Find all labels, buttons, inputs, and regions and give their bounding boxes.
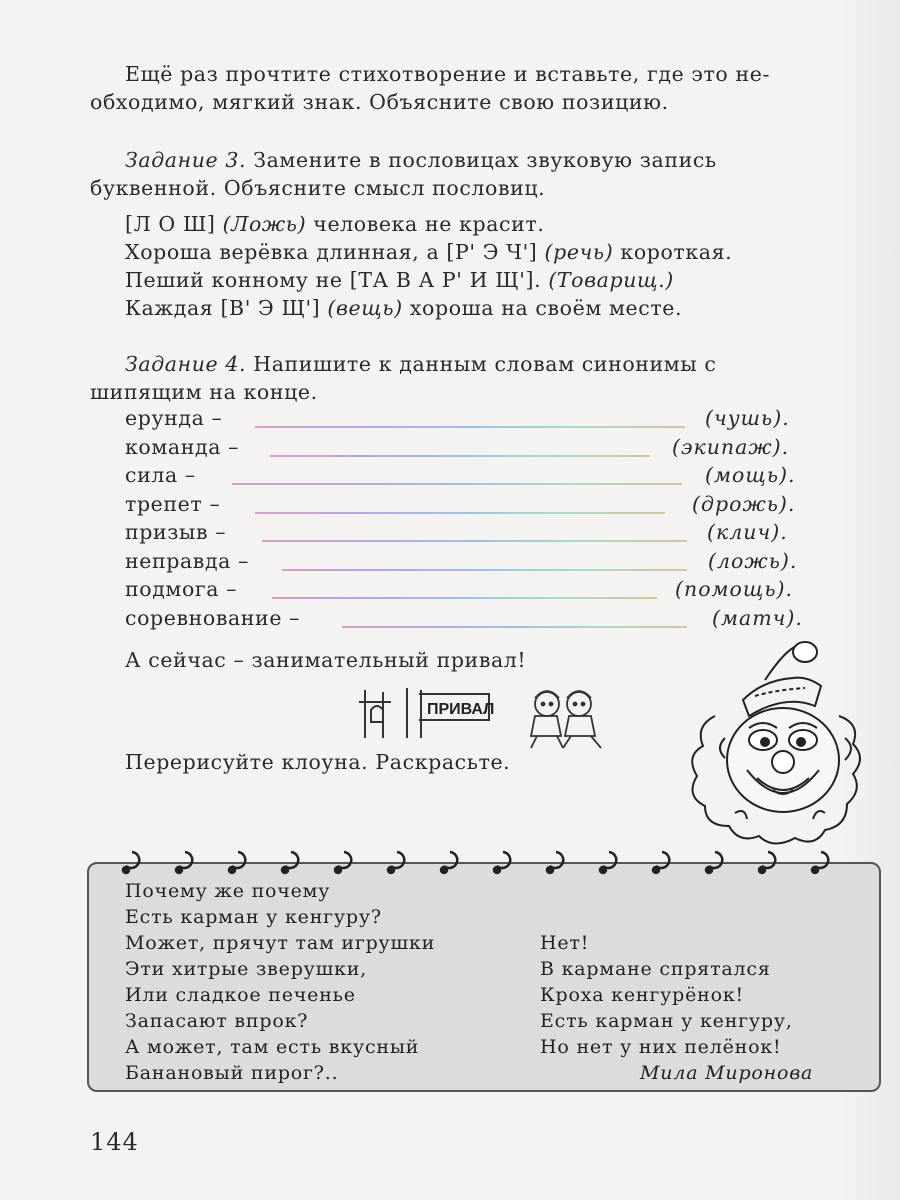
notebook-rings (100, 842, 860, 876)
poem-right-line-5: Но нет у них пелёнок! (540, 1036, 782, 1058)
task4-text-1: Напишите к данным словам синонимы с (246, 352, 717, 376)
task3-heading (125, 146, 717, 174)
poem-right-line-4: Есть карман у кенгуру, (540, 1010, 793, 1032)
synonym-answer-8: (матч). (712, 606, 803, 630)
intro-line-2: обходимо, мягкий знак. Объясните свою позицию. (90, 90, 669, 114)
poem-left-line-5: Или сладкое печенье (125, 984, 356, 1006)
answer-line-2[interactable] (270, 455, 650, 457)
synonym-word-3: сила – (125, 463, 196, 487)
poem-left-line-6: Запасают впрок? (125, 1010, 309, 1032)
rest-title: А сейчас – занимательный привал! (125, 648, 527, 672)
task4-heading (125, 350, 716, 378)
proverb-3-sound: Пеший конному не [ТА В А Р' И Щ']. (125, 268, 549, 292)
poem-left-line-2: Есть карман у кенгуру? (125, 906, 382, 928)
synonym-answer-2: (экипаж). (672, 435, 790, 459)
rest-sign-illustration (355, 680, 515, 748)
answer-line-3[interactable] (232, 483, 682, 485)
synonym-word-7: подмога – (125, 577, 238, 601)
synonym-word-2: команда – (125, 435, 239, 459)
children-illustration (515, 682, 615, 752)
proverb-4-answer: (вещь) (327, 296, 403, 320)
poem-left-line-1: Почему же почему (125, 880, 331, 902)
synonym-answer-7: (помощь). (675, 577, 794, 601)
answer-line-1[interactable] (255, 426, 685, 428)
proverb-2 (125, 238, 732, 266)
synonym-answer-1: (чушь). (705, 406, 790, 430)
synonym-answer-6: (ложь). (708, 549, 798, 573)
poem-left-line-7: А может, там есть вкусный (125, 1036, 420, 1058)
poem-author: Мила Миронова (640, 1062, 814, 1084)
poem-left-line-3: Может, прячут там игрушки (125, 932, 436, 954)
answer-line-7[interactable] (272, 597, 657, 599)
task4-text-2: шипящим на конце. (90, 380, 318, 404)
intro-line-1: Ещё раз прочтите стихотворение и вставьте, где это не- (125, 62, 771, 86)
poem-right-line-3: Кроха кенгурёнок! (540, 984, 744, 1006)
clown-instruction: Перерисуйте клоуна. Раскрасьте. (125, 750, 511, 774)
answer-line-6[interactable] (282, 569, 687, 571)
answer-line-8[interactable] (342, 626, 687, 628)
poem-left-line-4: Эти хитрые зверушки, (125, 958, 368, 980)
rest-sign-label: ПРИВАЛ (427, 701, 495, 718)
proverb-2-answer: (речь) (544, 240, 614, 264)
proverb-3-answer: (Товарищ.) (548, 268, 674, 292)
clown-illustration (685, 638, 885, 843)
synonym-word-5: призыв – (125, 520, 227, 544)
answer-line-4[interactable] (255, 512, 665, 514)
proverb-2-sound: Хороша верёвка длинная, а [Р' Э Ч'] (125, 240, 545, 264)
page-number: 144 (90, 1128, 139, 1156)
proverb-3 (125, 266, 674, 294)
synonym-answer-5: (клич). (707, 520, 788, 544)
answer-line-5[interactable] (262, 540, 687, 542)
synonym-answer-4: (дрожь). (692, 492, 796, 516)
task3-text-1: Замените в пословицах звуковую запись (246, 148, 717, 172)
proverb-1-sound: [Л О Ш] (125, 212, 223, 236)
proverb-4-sound: Каждая [В' Э Щ'] (125, 296, 328, 320)
synonym-word-6: неправда – (125, 549, 249, 573)
synonym-word-8: соревнование – (125, 606, 301, 630)
proverb-4-rest: хороша на своём месте. (402, 296, 683, 320)
task3-text-2: буквенной. Объясните смысл пословиц. (90, 176, 546, 200)
proverb-2-rest: короткая. (613, 240, 733, 264)
task4-label: Задание 4. (125, 352, 247, 376)
synonym-word-1: ерунда – (125, 406, 223, 430)
proverb-4 (125, 294, 682, 322)
poem-left-line-8: Банановый пирог?.. (125, 1062, 339, 1084)
poem-right-line-2: В кармане спрятался (540, 958, 771, 980)
synonym-word-4: трепет – (125, 492, 221, 516)
proverb-1 (125, 210, 544, 238)
proverb-1-rest: человека не красит. (306, 212, 545, 236)
synonym-answer-3: (мощь). (705, 463, 796, 487)
poem-right-line-1: Нет! (540, 932, 590, 954)
proverb-1-answer: (Ложь) (222, 212, 307, 236)
task3-label: Задание 3. (125, 148, 247, 172)
